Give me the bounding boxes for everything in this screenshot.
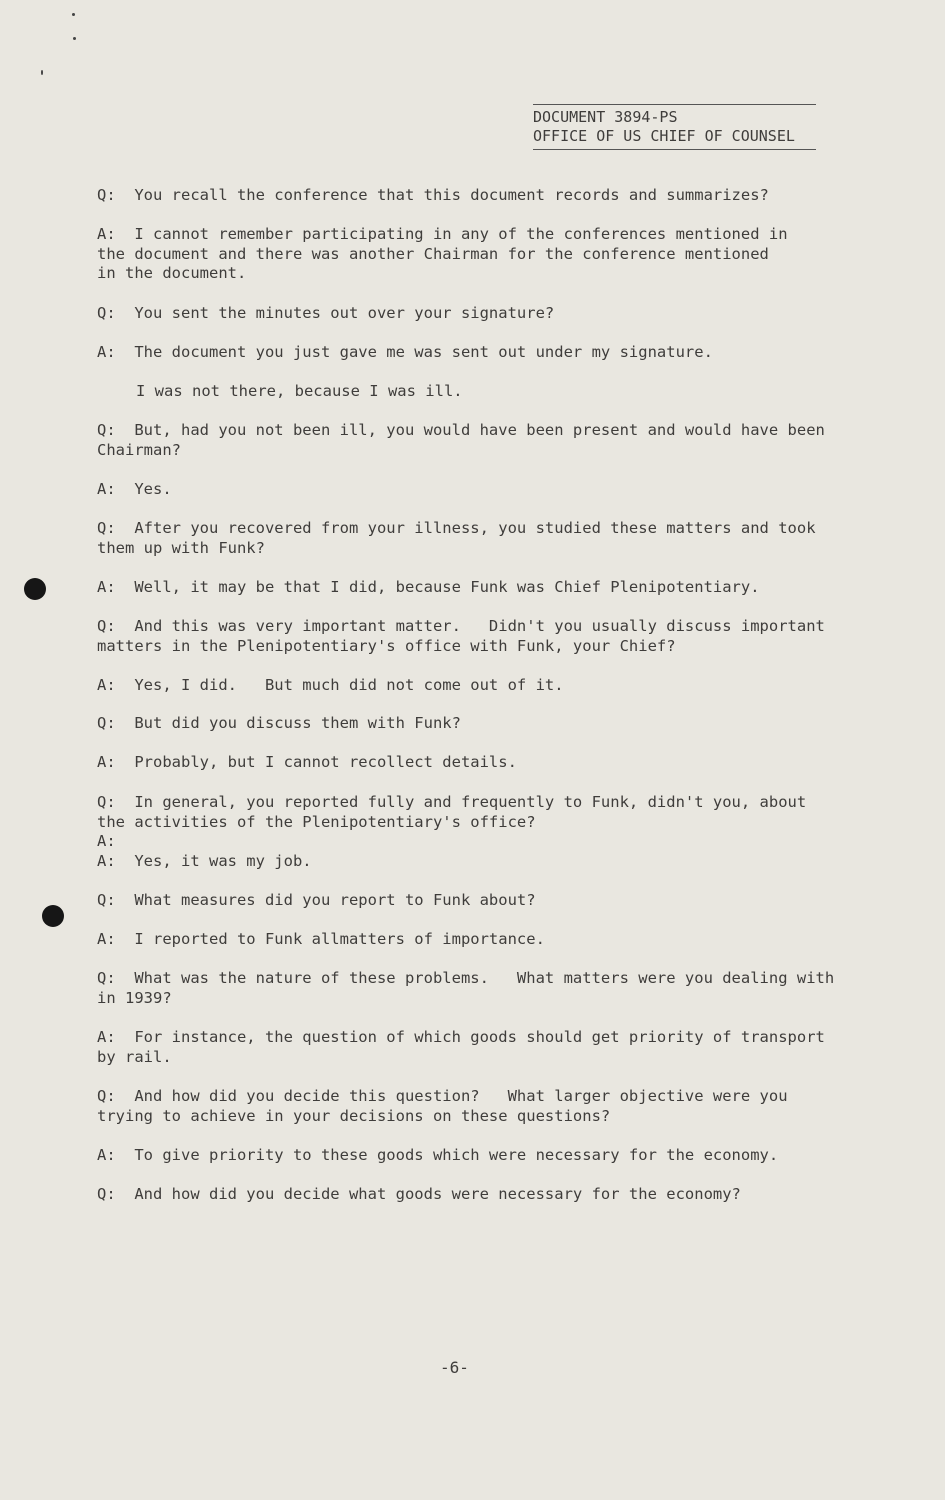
paragraph: A: Well, it may be that I did, because Funk was Chief Plenipotentiary. [97,578,760,596]
document-header [533,104,816,150]
paragraph: I was not there, because I was ill. [136,382,463,400]
paragraph: A: Yes, it was my job. [97,852,312,870]
paragraph: A: I cannot remember participating in any of the conferences mentioned in the document and there was another Chairman for the conference mentioned in the document. [97,225,788,282]
paragraph: Q: You recall the conference that this document records and summarizes? [97,186,769,204]
speck-mark [73,37,76,40]
paragraph: A: The document you just gave me was sent out under my signature. [97,343,713,361]
paragraph: Q: You sent the minutes out over your signature? [97,304,555,322]
office-name: OFFICE OF US CHIEF OF COUNSEL [533,127,795,145]
paragraph: A: Probably, but I cannot recollect details. [97,753,517,771]
paragraph: Q: And how did you decide this question? What larger objective were you trying to achieve in your decisions on these questions? [97,1087,788,1125]
punch-hole [24,578,46,600]
paragraph: Q: But, had you not been ill, you would have been present and would have been Chairman? [97,421,825,459]
paragraph: A: Yes. [97,480,172,498]
speck-mark [41,70,43,75]
paragraph: Q: After you recovered from your illness, you studied these matters and took them up with Funk? [97,519,816,557]
speck-mark [72,13,75,16]
paragraph: Q: In general, you reported fully and frequently to Funk, didn't you, about the activities of the Plenipotentiary's office? A: [97,793,807,850]
paragraph: Q: What measures did you report to Funk about? [97,891,536,909]
paragraph: A: For instance, the question of which goods should get priority of transport by rail. [97,1028,825,1066]
paragraph: Q: And how did you decide what goods were necessary for the economy? [97,1185,741,1203]
paragraph: A: To give priority to these goods which were necessary for the economy. [97,1146,779,1164]
document-number: DOCUMENT 3894-PS [533,108,678,126]
paragraph: A: I reported to Funk allmatters of importance. [97,930,545,948]
page-number: -6- [440,1358,469,1377]
paragraph: A: Yes, I did. But much did not come out of it. [97,676,564,694]
paragraph: Q: What was the nature of these problems. What matters were you dealing with in 1939? [97,969,835,1007]
punch-hole [42,905,64,927]
paragraph: Q: But did you discuss them with Funk? [97,714,461,732]
paragraph: Q: And this was very important matter. Didn't you usually discuss important matters in the Plenipotentiary's office with Funk, your Chief? [97,617,825,655]
